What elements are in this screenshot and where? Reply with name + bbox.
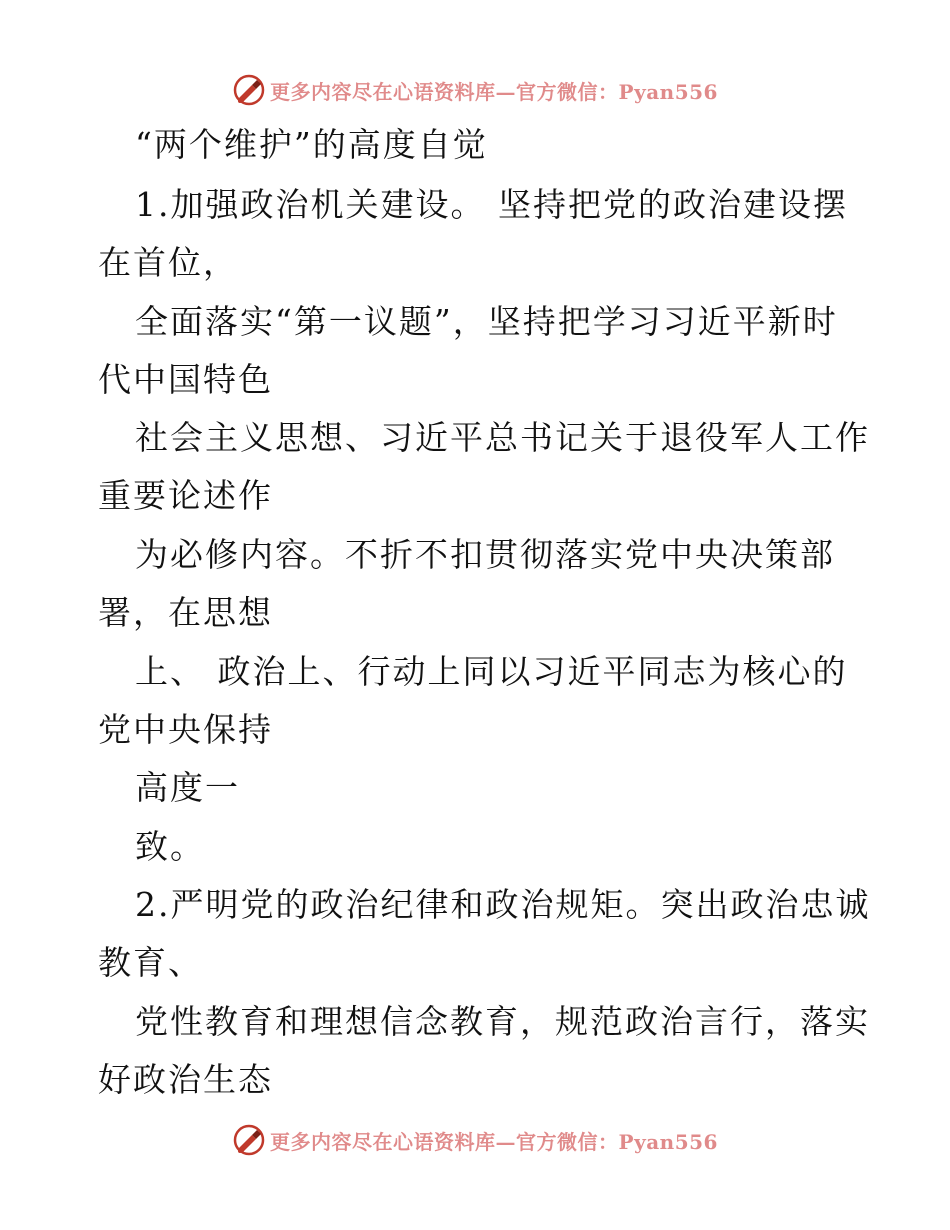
- text-line: “两个维护”的高度自觉: [135, 125, 488, 164]
- text-line: 党性教育和理想信念教育，规范政治言行，落实: [135, 1002, 870, 1041]
- text-line: 好政治生态: [98, 1060, 273, 1099]
- header-banner-text: 更多内容尽在心语资料库—官方微信：Pyan556: [270, 79, 718, 104]
- footer-banner: [0, 1120, 950, 1160]
- text-line: 重要论述作: [98, 476, 273, 515]
- text-line: 在首位，: [98, 243, 238, 282]
- pen-in-circle-icon: [232, 1123, 266, 1157]
- text-line: 1.加强政治机关建设。 坚持把党的政治建设摆: [135, 185, 848, 224]
- text-line: 社会主义思想、习近平总书记关于退役军人工作: [135, 418, 870, 457]
- text-line: 党中央保持: [98, 710, 273, 749]
- text-line: 署，在思想: [98, 593, 273, 632]
- text-line: 上、 政治上、行动上同以习近平同志为核心的: [135, 652, 848, 691]
- text-line: 2.严明党的政治纪律和政治规矩。突出政治忠诚: [135, 885, 871, 924]
- text-line: 教育、: [98, 943, 203, 982]
- footer-banner-text: 更多内容尽在心语资料库—官方微信：Pyan556: [270, 1129, 718, 1154]
- text-line: 为必修内容。不折不扣贯彻落实党中央决策部: [135, 535, 835, 574]
- text-line: 代中国特色: [98, 360, 273, 399]
- pen-in-circle-icon: [232, 73, 266, 107]
- text-line: 高度一: [135, 768, 240, 807]
- header-banner: [0, 70, 950, 110]
- text-line: 致。: [135, 827, 205, 866]
- text-line: 全面落实“第一议题”，坚持把学习习近平新时: [135, 302, 838, 341]
